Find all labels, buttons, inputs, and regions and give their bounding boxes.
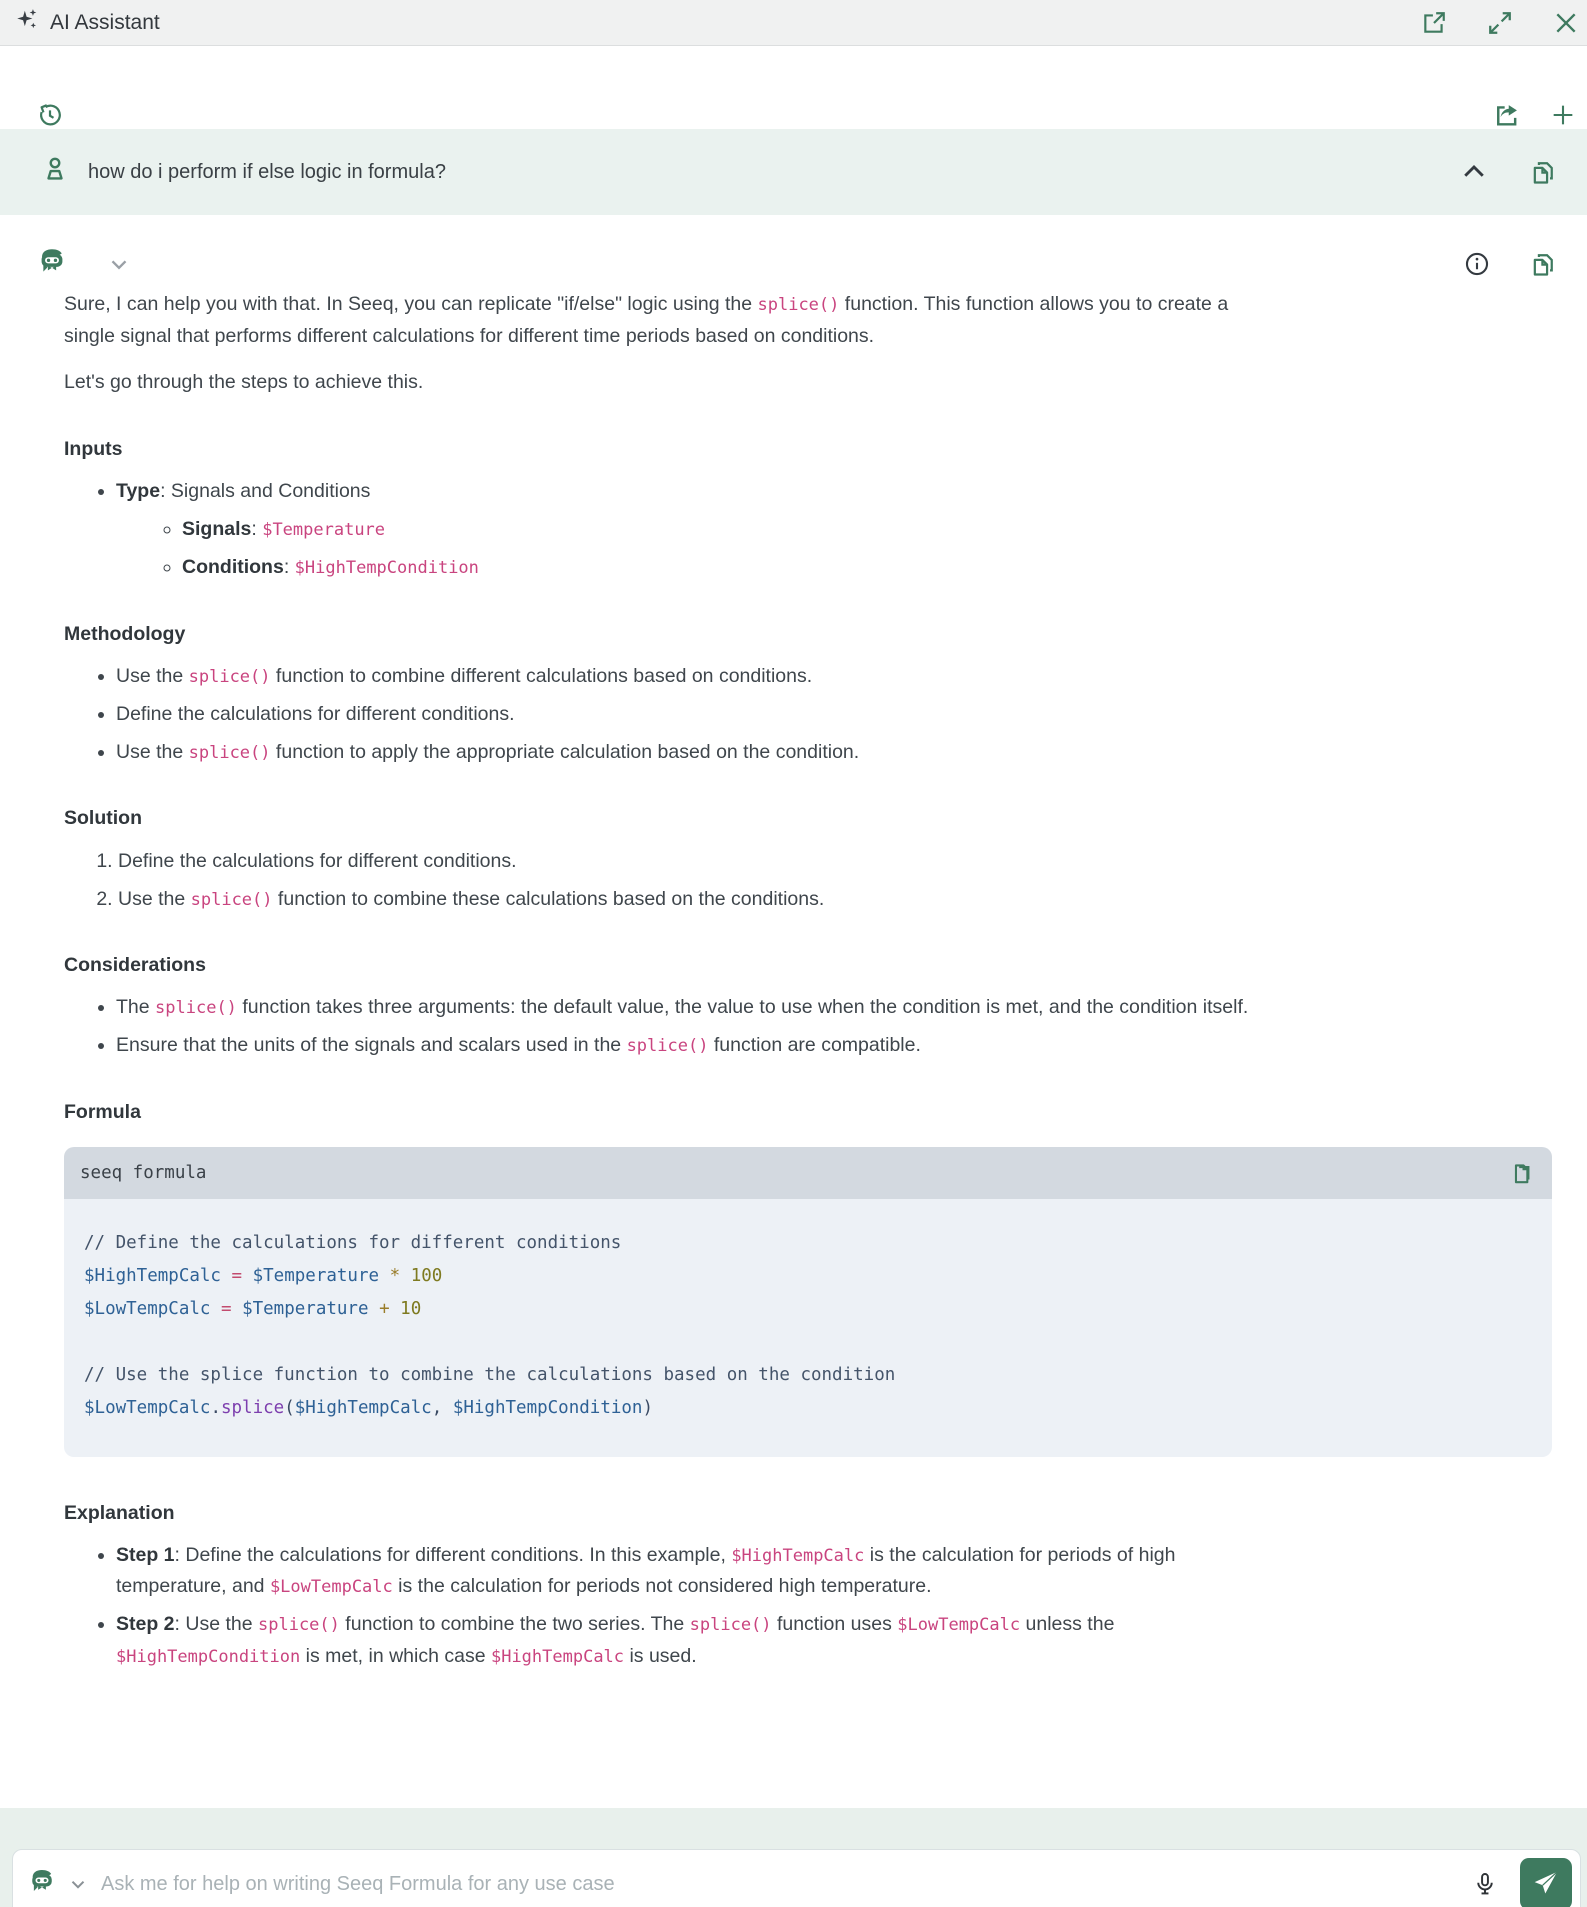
copy-icon[interactable]: [1529, 250, 1557, 278]
user-question-row[interactable]: [0, 129, 1587, 215]
copy-icon[interactable]: [1510, 1160, 1536, 1186]
mic-icon[interactable]: [1460, 1871, 1510, 1897]
list-item: • The splice() function takes three arguments: the default value, the value to use when the condition is met, and the condition itself.: [116, 992, 1280, 1023]
list-item: • Step 2: Use the splice() function to combine the two series. The splice() function uses $LowTempCalc unless the $HighTempCondition is met, in which case $HighTempCalc is used.: [116, 1609, 1280, 1671]
list-item: 1. Define the calculations for different conditions.: [118, 846, 1280, 877]
list-item: • Step 1: Define the calculations for different conditions. In this example, $HighTempCalc is the calculation for periods of high temperature, and $LowTempCalc is the calculation for periods not considered high temperature.: [116, 1540, 1280, 1602]
methodology-list: [64, 661, 1280, 769]
user-question-text: how do i perform if else logic in formula?: [88, 160, 446, 183]
info-icon[interactable]: [1463, 250, 1491, 278]
solution-list: [64, 846, 1280, 915]
intro-paragraph: Sure, I can help you with that. In Seeq, you can replicate "if/else" logic using the splice() function. This function allows you to create a single signal that performs different calculations for different time periods based on conditions.: [64, 293, 1229, 347]
assistant-message-body: [0, 283, 1587, 1672]
code-block-header: [64, 1147, 1552, 1199]
steps-intro-paragraph: Let's go through the steps to achieve this.: [64, 371, 424, 394]
section-heading-explanation: Explanation: [64, 1501, 175, 1524]
assistant-message-header: [0, 215, 1587, 283]
formula-code-block: [64, 1147, 1552, 1457]
expand-icon[interactable]: [1487, 10, 1513, 36]
open-new-window-icon[interactable]: [1421, 10, 1447, 36]
history-icon[interactable]: [36, 101, 64, 129]
code-line: $LowTempCalc = $Temperature + 10: [84, 1298, 422, 1319]
ai-sparkle-icon: [14, 7, 40, 39]
panel-header: [0, 0, 1587, 46]
close-icon[interactable]: [1553, 10, 1579, 36]
share-icon[interactable]: [1493, 101, 1521, 129]
code-block-body: [64, 1199, 1552, 1457]
chat-input-box[interactable]: [12, 1849, 1581, 1907]
code-block-title: seeq formula: [80, 1162, 207, 1183]
copy-icon[interactable]: [1529, 158, 1557, 186]
list-item: 2. Use the splice() function to combine these calculations based on the conditions.: [118, 884, 1280, 915]
list-item: ◦ Signals: $Temperature: [182, 514, 1280, 545]
user-icon: [40, 154, 70, 190]
chevron-down-icon[interactable]: [67, 1873, 89, 1895]
chevron-down-icon[interactable]: [106, 251, 132, 277]
list-item: [116, 476, 1280, 584]
list-item-text: Type: Signals and Conditions: [116, 479, 371, 502]
code-line: [84, 1326, 1532, 1359]
code-line: $LowTempCalc.splice($HighTempCalc, $HighTempCondition): [84, 1397, 654, 1418]
list-item: • Use the splice() function to combine different calculations based on conditions.: [116, 661, 1280, 692]
code-line: $HighTempCalc = $Temperature * 100: [84, 1265, 443, 1286]
send-icon: [1532, 1869, 1560, 1900]
chat-input[interactable]: [99, 1872, 1450, 1897]
list-item: ◦ Conditions: $HighTempCondition: [182, 552, 1280, 583]
panel-title: AI Assistant: [50, 10, 160, 34]
section-heading-formula: Formula: [64, 1100, 141, 1123]
chat-toolbar: [0, 46, 1587, 129]
send-button[interactable]: [1520, 1858, 1572, 1907]
inputs-sublist: [116, 514, 1280, 583]
section-heading-inputs: Inputs: [64, 437, 123, 460]
list-item: • Define the calculations for different conditions.: [116, 699, 1280, 730]
new-chat-icon[interactable]: [1549, 101, 1577, 129]
collapse-icon[interactable]: [1459, 157, 1489, 187]
section-heading-methodology: Methodology: [64, 622, 186, 645]
list-item: • Use the splice() function to apply the appropriate calculation based on the condition.: [116, 737, 1280, 768]
section-heading-solution: Solution: [64, 807, 142, 830]
assistant-robot-icon: [27, 1866, 57, 1902]
code-line: // Use the splice function to combine the calculations based on the condition: [84, 1364, 896, 1385]
chat-footer: [0, 1808, 1587, 1907]
inputs-list: [64, 476, 1280, 584]
section-heading-considerations: Considerations: [64, 953, 206, 976]
assistant-robot-icon: [36, 245, 68, 283]
considerations-list: [64, 992, 1280, 1061]
list-item: • Ensure that the units of the signals and scalars used in the splice() function are compatible.: [116, 1030, 1280, 1061]
explanation-list: [64, 1540, 1280, 1672]
assistant-message: [0, 215, 1587, 1808]
code-line: // Define the calculations for different conditions: [84, 1232, 622, 1253]
